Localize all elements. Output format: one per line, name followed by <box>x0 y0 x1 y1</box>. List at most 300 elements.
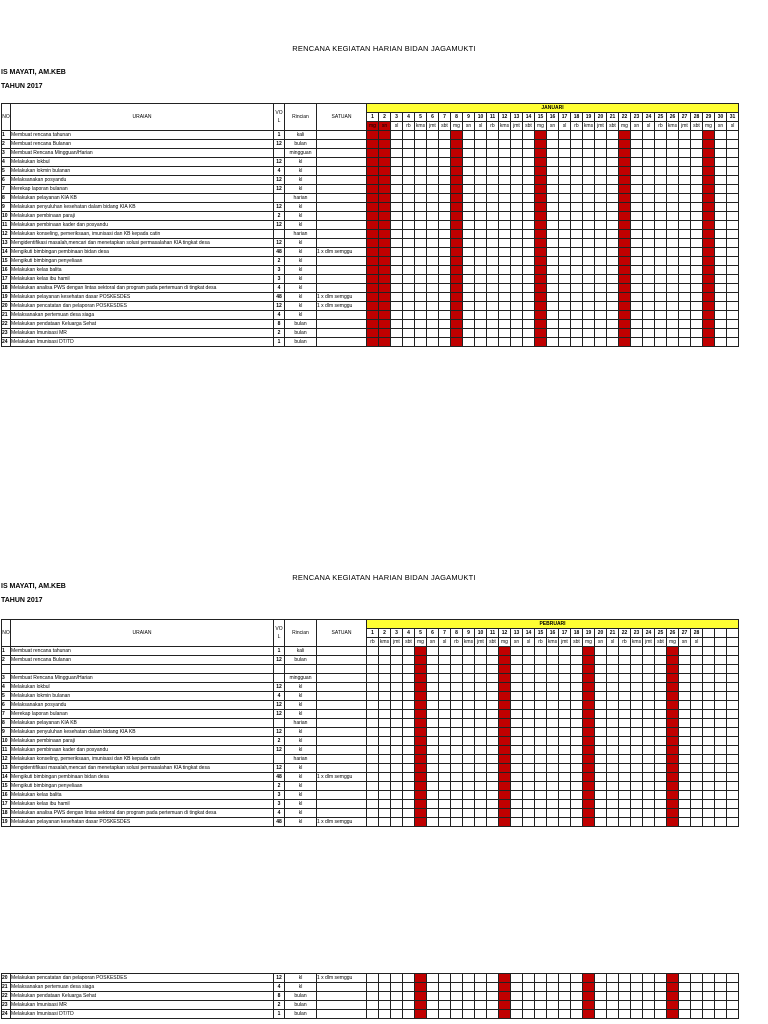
schedule-cell <box>367 791 379 800</box>
schedule-cell <box>475 764 487 773</box>
schedule-cell <box>499 338 511 347</box>
empty-cell <box>703 665 715 674</box>
schedule-cell <box>631 230 643 239</box>
activity-rincian: bulan <box>285 320 317 329</box>
schedule-cell <box>583 284 595 293</box>
table-row <box>2 710 739 719</box>
schedule-cell <box>463 248 475 257</box>
schedule-cell <box>475 683 487 692</box>
schedule-cell <box>415 248 427 257</box>
schedule-cell <box>571 338 583 347</box>
activity-volume: 12 <box>274 140 285 149</box>
activity-satuan <box>317 329 367 338</box>
activity-volume: 4 <box>274 167 285 176</box>
row-number: 2 <box>2 656 11 665</box>
schedule-cell <box>499 674 511 683</box>
schedule-cell <box>451 746 463 755</box>
schedule-cell <box>523 728 535 737</box>
activity-rincian: kl <box>285 176 317 185</box>
schedule-cell <box>367 719 379 728</box>
day-number: 27 <box>679 113 691 122</box>
activity-satuan <box>317 338 367 347</box>
table-row <box>2 203 739 212</box>
table-row <box>2 131 739 140</box>
schedule-cell <box>511 737 523 746</box>
schedule-cell <box>415 983 427 992</box>
row-number: 18 <box>2 809 11 818</box>
schedule-cell <box>523 818 535 827</box>
schedule-cell <box>475 647 487 656</box>
schedule-cell <box>511 755 523 764</box>
schedule-cell <box>535 320 547 329</box>
schedule-cell <box>679 773 691 782</box>
activity-volume: 4 <box>274 284 285 293</box>
schedule-cell <box>643 719 655 728</box>
schedule-cell <box>463 710 475 719</box>
schedule-cell <box>523 647 535 656</box>
schedule-cell <box>619 338 631 347</box>
activity-satuan <box>317 656 367 665</box>
schedule-cell <box>391 185 403 194</box>
activity-volume: 3 <box>274 791 285 800</box>
schedule-cell <box>559 239 571 248</box>
schedule-cell <box>547 284 559 293</box>
activity-volume: 12 <box>274 683 285 692</box>
weekday-label: sbt <box>439 122 451 131</box>
schedule-cell <box>679 239 691 248</box>
activity-text: Merekap laporan bulanan <box>11 710 274 719</box>
day-number: 9 <box>463 113 475 122</box>
schedule-cell <box>631 293 643 302</box>
schedule-cell <box>511 983 523 992</box>
weekday-label <box>703 638 715 647</box>
activity-volume: 1 <box>274 1010 285 1019</box>
schedule-cell <box>559 266 571 275</box>
schedule-cell <box>511 302 523 311</box>
schedule-cell <box>547 149 559 158</box>
schedule-cell <box>655 656 667 665</box>
schedule-cell <box>667 746 679 755</box>
schedule-cell <box>631 1001 643 1010</box>
activity-satuan <box>317 674 367 683</box>
schedule-cell <box>583 329 595 338</box>
schedule-cell <box>535 221 547 230</box>
schedule-cell <box>439 203 451 212</box>
activity-rincian: bulan <box>285 1010 317 1019</box>
schedule-cell <box>403 737 415 746</box>
schedule-cell <box>403 1010 415 1019</box>
activity-rincian: kl <box>285 782 317 791</box>
schedule-cell <box>595 212 607 221</box>
schedule-cell <box>619 755 631 764</box>
schedule-cell <box>619 773 631 782</box>
schedule-cell <box>451 974 463 983</box>
activity-rincian: kl <box>285 248 317 257</box>
schedule-cell <box>523 311 535 320</box>
schedule-cell <box>583 710 595 719</box>
schedule-cell <box>559 674 571 683</box>
schedule-cell <box>367 737 379 746</box>
schedule-cell <box>715 221 727 230</box>
schedule-cell <box>475 746 487 755</box>
schedule-cell <box>595 221 607 230</box>
schedule-cell <box>379 755 391 764</box>
schedule-cell <box>667 701 679 710</box>
row-number: 3 <box>2 149 11 158</box>
schedule-cell <box>391 773 403 782</box>
row-number: 17 <box>2 800 11 809</box>
schedule-cell <box>511 248 523 257</box>
empty-cell <box>499 665 511 674</box>
schedule-cell <box>595 158 607 167</box>
schedule-cell <box>703 167 715 176</box>
activity-satuan <box>317 791 367 800</box>
weekday-label: sl <box>475 122 487 131</box>
weekday-label: sn <box>511 638 523 647</box>
schedule-cell <box>427 275 439 284</box>
schedule-cell <box>379 764 391 773</box>
schedule-cell <box>379 737 391 746</box>
schedule-cell <box>679 158 691 167</box>
schedule-cell <box>475 311 487 320</box>
schedule-cell <box>679 275 691 284</box>
schedule-cell <box>451 275 463 284</box>
schedule-cell <box>679 719 691 728</box>
schedule-cell <box>487 185 499 194</box>
schedule-cell <box>643 656 655 665</box>
schedule-cell <box>451 701 463 710</box>
schedule-cell <box>643 737 655 746</box>
schedule-cell <box>367 764 379 773</box>
schedule-cell <box>511 782 523 791</box>
schedule-cell <box>451 248 463 257</box>
schedule-cell <box>571 818 583 827</box>
schedule-cell <box>547 1010 559 1019</box>
weekday-label: rb <box>451 638 463 647</box>
schedule-cell <box>499 728 511 737</box>
schedule-cell <box>703 176 715 185</box>
schedule-cell <box>631 311 643 320</box>
schedule-cell <box>391 167 403 176</box>
schedule-cell <box>487 992 499 1001</box>
schedule-cell <box>727 710 739 719</box>
schedule-cell <box>415 755 427 764</box>
schedule-cell <box>439 293 451 302</box>
schedule-cell <box>655 140 667 149</box>
empty-cell <box>571 665 583 674</box>
activity-volume: 8 <box>274 320 285 329</box>
schedule-cell <box>655 302 667 311</box>
schedule-cell <box>415 1010 427 1019</box>
schedule-cell <box>499 275 511 284</box>
row-number: 16 <box>2 266 11 275</box>
schedule-cell <box>535 974 547 983</box>
schedule-cell <box>607 320 619 329</box>
schedule-cell <box>583 764 595 773</box>
weekday-label: jmt <box>427 122 439 131</box>
schedule-cell <box>391 800 403 809</box>
schedule-cell <box>523 800 535 809</box>
table-row <box>2 329 739 338</box>
schedule-cell <box>391 311 403 320</box>
weekday-label: jmt <box>559 638 571 647</box>
activity-volume: 2 <box>274 257 285 266</box>
schedule-cell <box>535 983 547 992</box>
schedule-cell <box>607 311 619 320</box>
schedule-cell <box>403 293 415 302</box>
day-number: 18 <box>571 629 583 638</box>
schedule-cell <box>451 266 463 275</box>
schedule-cell <box>619 683 631 692</box>
schedule-cell <box>727 131 739 140</box>
schedule-cell <box>523 791 535 800</box>
schedule-cell <box>379 782 391 791</box>
activity-rincian: mingguan <box>285 149 317 158</box>
weekday-label: sn <box>379 122 391 131</box>
schedule-cell <box>415 674 427 683</box>
schedule-cell <box>679 320 691 329</box>
schedule-cell <box>391 221 403 230</box>
activity-volume: 12 <box>274 701 285 710</box>
schedule-cell <box>679 230 691 239</box>
schedule-cell <box>655 683 667 692</box>
schedule-cell <box>475 320 487 329</box>
schedule-cell <box>559 755 571 764</box>
schedule-cell <box>439 674 451 683</box>
schedule-cell <box>643 764 655 773</box>
schedule-cell <box>511 710 523 719</box>
schedule-cell <box>643 131 655 140</box>
schedule-cell <box>631 158 643 167</box>
schedule-cell <box>511 131 523 140</box>
day-number: 22 <box>619 113 631 122</box>
activity-volume <box>274 719 285 728</box>
schedule-cell <box>571 746 583 755</box>
table-row <box>2 239 739 248</box>
schedule-cell <box>451 737 463 746</box>
schedule-cell <box>643 992 655 1001</box>
schedule-cell <box>559 257 571 266</box>
weekday-label: kms <box>547 639 558 645</box>
schedule-cell <box>715 737 727 746</box>
schedule-cell <box>559 158 571 167</box>
schedule-cell <box>499 266 511 275</box>
activity-rincian: kl <box>285 983 317 992</box>
schedule-cell <box>679 737 691 746</box>
schedule-cell <box>607 746 619 755</box>
activity-text: Mengidentifikasi masalah,mencari dan menetapkan solusi permasalahan KIA tingkat desa <box>11 239 274 248</box>
schedule-cell <box>727 311 739 320</box>
schedule-cell <box>667 647 679 656</box>
schedule-cell <box>499 818 511 827</box>
schedule-cell <box>451 284 463 293</box>
schedule-cell <box>559 701 571 710</box>
schedule-cell <box>535 230 547 239</box>
schedule-cell <box>451 674 463 683</box>
schedule-cell <box>487 248 499 257</box>
schedule-cell <box>571 239 583 248</box>
row-number: 14 <box>2 248 11 257</box>
schedule-cell <box>703 647 715 656</box>
schedule-cell <box>535 311 547 320</box>
day-number: 13 <box>511 629 523 638</box>
schedule-cell <box>583 257 595 266</box>
schedule-cell <box>535 674 547 683</box>
schedule-cell <box>691 992 703 1001</box>
schedule-cell <box>499 809 511 818</box>
activity-text: Melakukan pencatatan dan pelaporan POSKESDES <box>11 302 274 311</box>
schedule-cell <box>487 701 499 710</box>
empty-cell <box>679 665 691 674</box>
row-number: 4 <box>2 683 11 692</box>
table-row <box>2 320 739 329</box>
schedule-cell <box>643 692 655 701</box>
schedule-cell <box>667 320 679 329</box>
schedule-cell <box>511 746 523 755</box>
empty-cell <box>2 665 11 674</box>
schedule-cell <box>583 674 595 683</box>
weekday-label: sl <box>607 638 619 647</box>
schedule-cell <box>379 167 391 176</box>
schedule-cell <box>439 746 451 755</box>
table-row <box>2 782 739 791</box>
schedule-cell <box>511 974 523 983</box>
schedule-cell <box>535 203 547 212</box>
schedule-cell <box>463 809 475 818</box>
schedule-cell <box>703 974 715 983</box>
table-row <box>2 149 739 158</box>
schedule-cell <box>367 167 379 176</box>
activity-text: Melakukan lokbul <box>11 158 274 167</box>
schedule-cell <box>487 974 499 983</box>
schedule-cell <box>367 203 379 212</box>
activity-satuan <box>317 257 367 266</box>
schedule-cell <box>403 338 415 347</box>
schedule-cell <box>583 293 595 302</box>
schedule-cell <box>463 737 475 746</box>
schedule-cell <box>631 266 643 275</box>
schedule-cell <box>439 131 451 140</box>
schedule-cell <box>643 275 655 284</box>
schedule-cell <box>691 683 703 692</box>
schedule-cell <box>391 239 403 248</box>
schedule-cell <box>511 293 523 302</box>
schedule-cell <box>391 791 403 800</box>
activity-rincian: kl <box>285 800 317 809</box>
schedule-cell <box>631 212 643 221</box>
schedule-cell <box>619 701 631 710</box>
row-number: 4 <box>2 158 11 167</box>
schedule-cell <box>427 710 439 719</box>
activity-rincian: kl <box>285 203 317 212</box>
schedule-cell <box>607 203 619 212</box>
schedule-cell <box>379 248 391 257</box>
schedule-cell <box>571 701 583 710</box>
schedule-cell <box>619 674 631 683</box>
schedule-cell <box>583 320 595 329</box>
schedule-cell <box>463 683 475 692</box>
schedule-cell <box>655 1001 667 1010</box>
activity-text: Melakukan pendataan Keluarga Sehat <box>11 320 274 329</box>
schedule-cell <box>451 992 463 1001</box>
schedule-cell <box>415 176 427 185</box>
schedule-cell <box>727 701 739 710</box>
schedule-cell <box>559 320 571 329</box>
schedule-cell <box>475 239 487 248</box>
schedule-cell <box>691 710 703 719</box>
schedule-cell <box>655 230 667 239</box>
schedule-cell <box>631 1010 643 1019</box>
schedule-cell <box>391 194 403 203</box>
schedule-cell <box>691 764 703 773</box>
schedule-cell <box>415 140 427 149</box>
schedule-cell <box>595 1010 607 1019</box>
schedule-cell <box>427 158 439 167</box>
activity-text: Melaksanakan posyandu <box>11 176 274 185</box>
schedule-cell <box>667 158 679 167</box>
schedule-cell <box>427 221 439 230</box>
activity-satuan <box>317 647 367 656</box>
schedule-cell <box>727 230 739 239</box>
schedule-cell <box>475 992 487 1001</box>
schedule-cell <box>523 149 535 158</box>
day-number: 15 <box>535 629 547 638</box>
schedule-cell <box>727 320 739 329</box>
schedule-cell <box>643 239 655 248</box>
schedule-cell <box>391 656 403 665</box>
schedule-cell <box>487 338 499 347</box>
schedule-cell <box>643 755 655 764</box>
schedule-cell <box>583 656 595 665</box>
row-number: 7 <box>2 185 11 194</box>
row-number: 23 <box>2 329 11 338</box>
schedule-cell <box>583 737 595 746</box>
schedule-cell <box>403 992 415 1001</box>
schedule-cell <box>703 773 715 782</box>
schedule-cell <box>535 149 547 158</box>
schedule-cell <box>475 275 487 284</box>
table-row <box>2 656 739 665</box>
schedule-cell <box>415 710 427 719</box>
schedule-cell <box>367 983 379 992</box>
schedule-cell <box>391 737 403 746</box>
schedule-cell <box>451 728 463 737</box>
activity-rincian: kl <box>285 746 317 755</box>
schedule-cell <box>727 176 739 185</box>
activity-satuan <box>317 158 367 167</box>
schedule-cell <box>559 800 571 809</box>
schedule-cell <box>667 293 679 302</box>
table-row <box>2 167 739 176</box>
schedule-cell <box>547 809 559 818</box>
schedule-cell <box>367 647 379 656</box>
schedule-cell <box>691 701 703 710</box>
schedule-cell <box>727 257 739 266</box>
schedule-cell <box>667 710 679 719</box>
schedule-cell <box>547 773 559 782</box>
schedule-cell <box>427 212 439 221</box>
schedule-cell <box>391 266 403 275</box>
schedule-cell <box>439 302 451 311</box>
schedule-cell <box>523 131 535 140</box>
activity-text: Membuat rencana Bulanan <box>11 656 274 665</box>
schedule-cell <box>619 818 631 827</box>
day-number: 19 <box>583 629 595 638</box>
schedule-cell <box>547 176 559 185</box>
schedule-cell <box>691 338 703 347</box>
schedule-cell <box>511 257 523 266</box>
row-number: 15 <box>2 257 11 266</box>
